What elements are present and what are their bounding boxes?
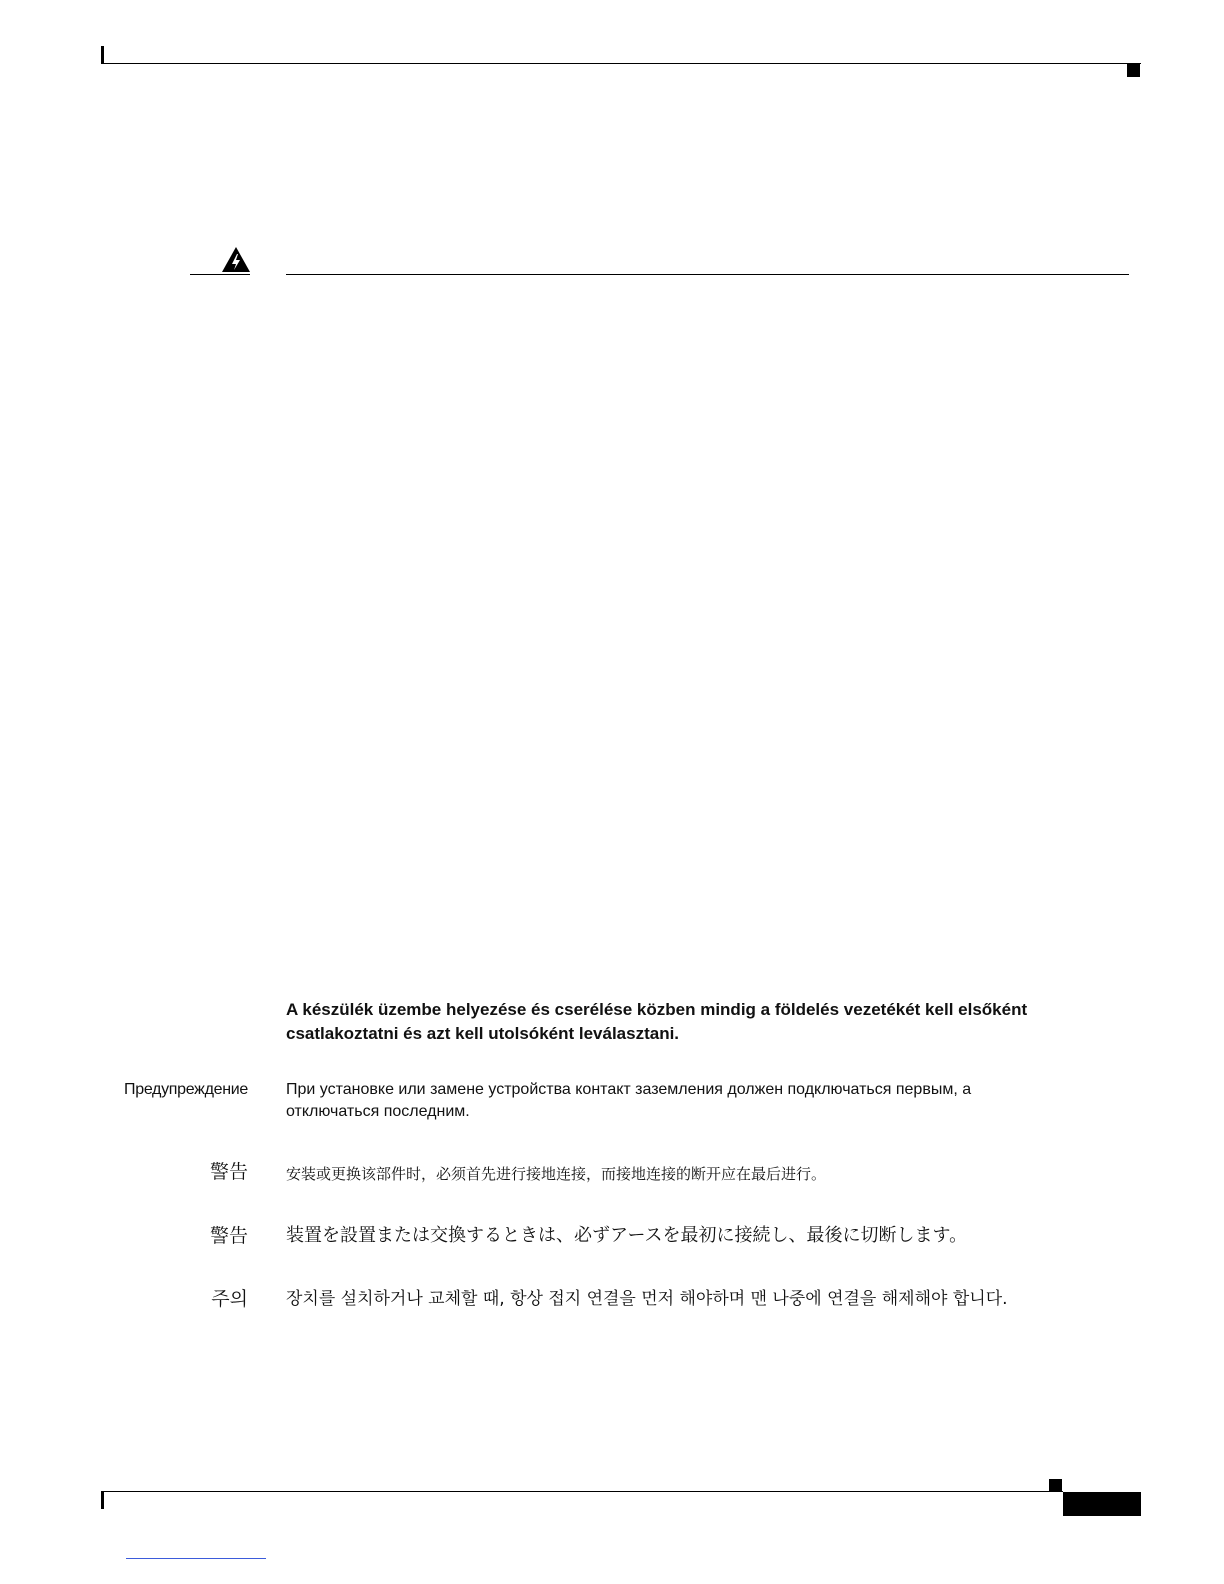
footer-link[interactable] <box>126 1558 266 1559</box>
warning-icon-underline <box>190 274 250 275</box>
translation-label-russian: Предупреждение <box>124 1081 248 1098</box>
header-left-tick <box>101 46 104 64</box>
translation-label-chinese: 警告 <box>209 1161 248 1183</box>
translation-text-japanese: 装置を設置または交換するときは、必ずアースを最初に接続し、最後に切断します。 <box>286 1225 968 1246</box>
page-number-tab <box>1063 1492 1141 1516</box>
warning-triangle-icon <box>221 246 251 273</box>
translation-text-hungarian: A készülék üzembe helyezése és cserélése közben mindig a földelés vezetékét kell elsőként csatlakoztatni és azt kell utolsóként leválasztani. <box>286 1000 1028 1043</box>
translation-text-korean: 장치를 설치하거나 교체할 때, 항상 접지 연결을 먼저 해야하며 맨 나중에 연결을 해제해야 합니다. <box>286 1289 1008 1309</box>
translation-text-russian: При установке или замене устройства контакт заземления должен подключаться первым, а отключаться последним. <box>286 1081 972 1120</box>
translation-label-korean: 주의 <box>211 1288 248 1310</box>
warning-title-rule <box>286 274 1129 275</box>
warning-block <box>190 246 1130 278</box>
translation-label-japanese: 警告 <box>209 1225 248 1247</box>
header-rule <box>101 63 1141 64</box>
footer-left-tick <box>101 1491 104 1509</box>
header-corner-mark <box>1127 64 1140 77</box>
footer-rule <box>101 1491 1063 1492</box>
translation-text-chinese: 安装或更换该部件时，必须首先进行接地连接，而接地连接的断开应在最后进行。 <box>286 1165 827 1183</box>
